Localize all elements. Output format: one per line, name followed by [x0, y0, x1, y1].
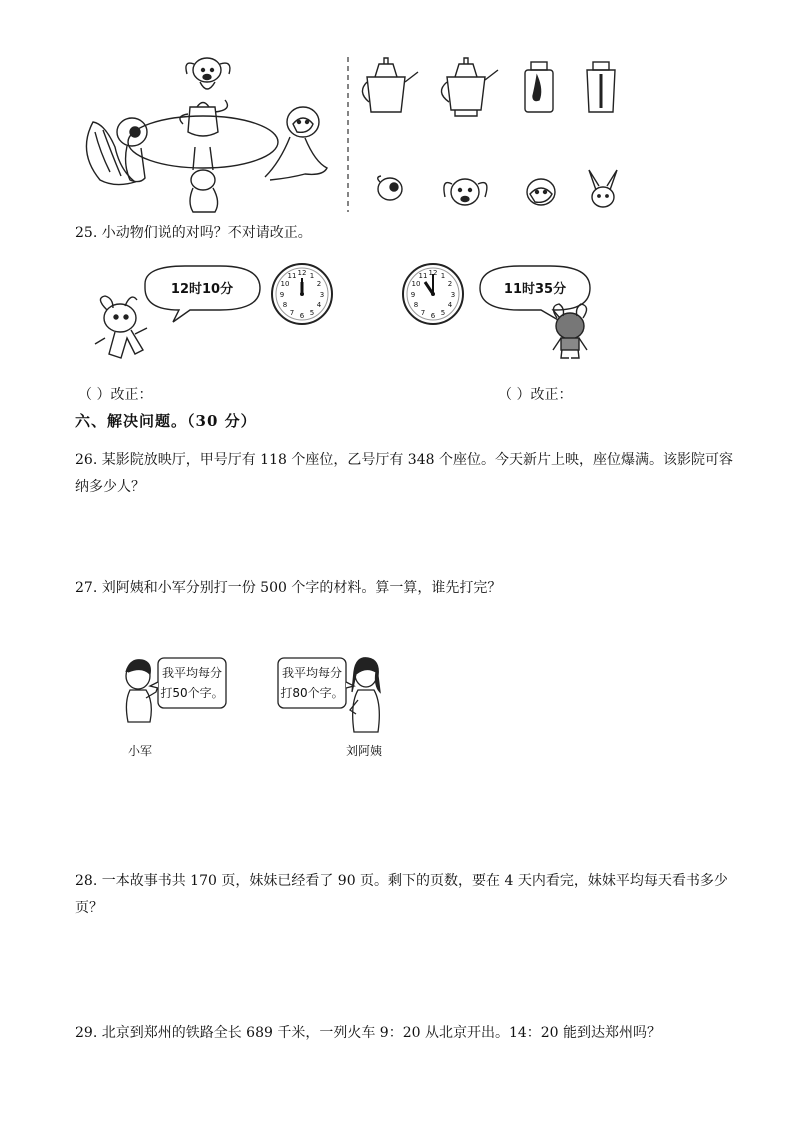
boy-figure: [126, 660, 158, 722]
svg-text:7: 7: [420, 309, 426, 317]
rabbit-speaker: [95, 296, 147, 358]
q28-line2: 页？: [75, 900, 103, 916]
goat-speaker: [553, 304, 587, 358]
svg-text:11: 11: [418, 272, 428, 280]
svg-text:3: 3: [450, 291, 456, 299]
svg-text:10: 10: [280, 280, 290, 288]
rabbit-head-icon: [589, 170, 617, 207]
q27-prompt: 27. 刘阿姨和小军分别打一份 500 个字的材料。算一算，谁先打完？: [75, 580, 502, 596]
section-6-title: 六、解决问题。（30 分）: [75, 412, 257, 430]
svg-text:9: 9: [410, 291, 416, 299]
svg-text:8: 8: [282, 301, 288, 309]
clock-right: [403, 264, 463, 324]
dog-head-icon: [444, 179, 487, 205]
svg-text:12: 12: [297, 269, 307, 277]
svg-text:5: 5: [309, 309, 315, 317]
round-table: [128, 116, 278, 168]
monkey-character: [265, 107, 327, 180]
right-bubble-text: 11时35分: [503, 282, 567, 297]
boy-name: 小军: [127, 744, 153, 758]
svg-text:12: 12: [428, 269, 438, 277]
woman-figure: [350, 658, 380, 732]
q29-line1: 29. 北京到郑州的铁路全长 689 千米，一列火车 9：20 从北京开出。14：20 能到达郑州吗？: [75, 1025, 662, 1041]
woman-name: 刘阿姨: [345, 744, 383, 758]
svg-text:1: 1: [440, 272, 446, 280]
clock-left: [272, 264, 332, 324]
svg-text:9: 9: [279, 291, 285, 299]
kettle-view-4: [587, 62, 615, 112]
svg-text:2: 2: [316, 280, 322, 288]
svg-text:7: 7: [289, 309, 295, 317]
rabbit-character: [190, 147, 218, 212]
kettle-view-2: [441, 58, 498, 116]
svg-text:6: 6: [299, 312, 305, 320]
animal-heads: [378, 170, 617, 207]
boy-speech-line2: 打50个字。: [160, 686, 224, 700]
woman-speech-line2: 打80个字。: [280, 686, 344, 700]
woman-speech-line1: 我平均每分: [281, 666, 343, 680]
squirrel-character: [86, 118, 147, 185]
squirrel-head-icon: [378, 176, 402, 200]
table-scene: [86, 58, 327, 212]
q25-left-answer[interactable]: （ ）改正：: [78, 387, 153, 403]
svg-text:4: 4: [447, 301, 453, 309]
q27-figure: [120, 652, 390, 767]
svg-text:2: 2: [447, 280, 453, 288]
table-kettle: [180, 100, 228, 136]
kettle-view-3: [525, 62, 553, 112]
svg-text:10: 10: [411, 280, 421, 288]
kettle-views: [362, 58, 615, 116]
q25-figure: [75, 258, 615, 368]
kettle-view-1: [362, 58, 418, 112]
svg-text:8: 8: [413, 301, 419, 309]
svg-text:3: 3: [319, 291, 325, 299]
q25-right-answer[interactable]: （ ）改正：: [498, 387, 573, 403]
svg-text:4: 4: [316, 301, 322, 309]
left-bubble-text: 12时10分: [170, 282, 234, 297]
q26-line1: 26. 某影院放映厅，甲号厅有 118 个座位，乙号厅有 348 个座位。今天新片上映，座位爆满。该影院可容: [75, 452, 733, 468]
monkey-head-icon: [527, 179, 555, 205]
svg-text:1: 1: [309, 272, 315, 280]
svg-text:5: 5: [440, 309, 446, 317]
q25-prompt: 25. 小动物们说的对吗？不对请改正。: [75, 225, 312, 241]
svg-text:11: 11: [287, 272, 297, 280]
boy-speech-line1: 我平均每分: [161, 666, 223, 680]
dog-character: [186, 58, 230, 89]
q26-line2: 纳多少人？: [75, 479, 145, 495]
q28-line1: 28. 一本故事书共 170 页，妹妹已经看了 90 页。剩下的页数，要在 4 天内看完，妹妹平均每天看书多少: [75, 873, 728, 889]
q24-figure: [75, 52, 635, 217]
svg-text:6: 6: [430, 312, 436, 320]
